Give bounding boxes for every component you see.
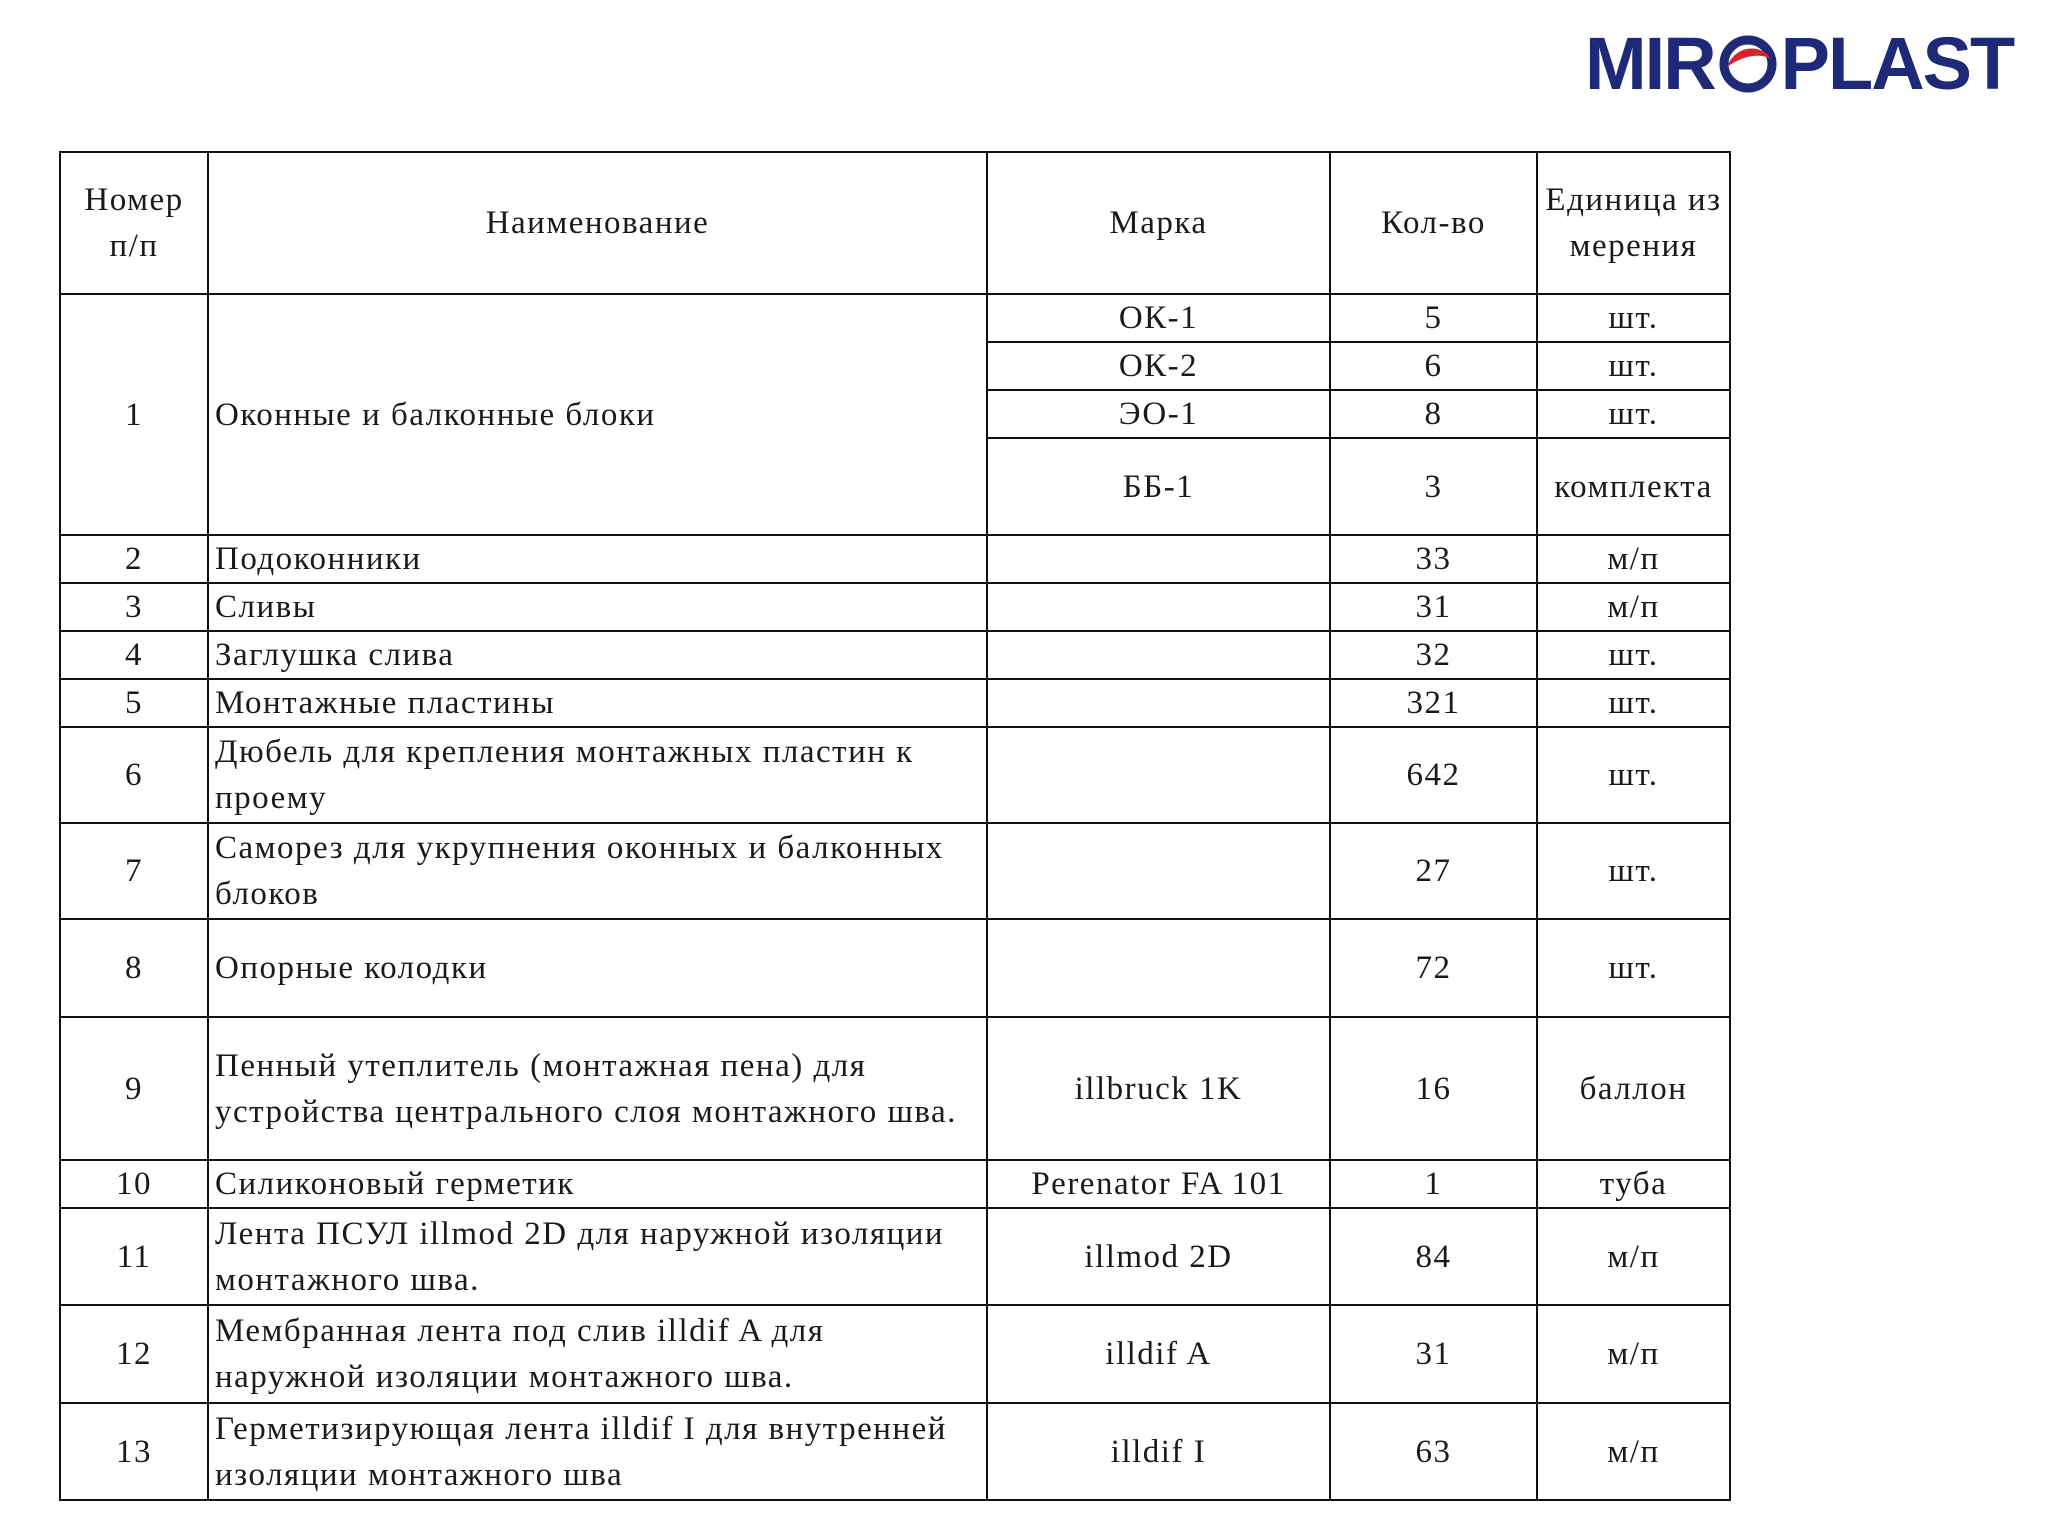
table-row — [60, 631, 1730, 679]
row-mark: ЭО-1 — [987, 390, 1330, 438]
row-name: Герметизирующая лента illdif I для внутренней изоляции монтажного шва — [208, 1403, 987, 1500]
miroplast-logo — [1585, 22, 2013, 106]
table-row — [60, 679, 1730, 727]
row-unit: шт. — [1537, 294, 1730, 342]
table-row — [60, 1305, 1730, 1403]
row-qty: 72 — [1330, 919, 1537, 1017]
row-qty: 31 — [1330, 1305, 1537, 1403]
logo-text-mir: MIR — [1585, 22, 1715, 105]
row-num: 5 — [60, 679, 208, 727]
row-qty: 31 — [1330, 583, 1537, 631]
row-qty: 32 — [1330, 631, 1537, 679]
row-unit: шт. — [1537, 342, 1730, 390]
row-mark: ОК-1 — [987, 294, 1330, 342]
row-unit: м/п — [1537, 583, 1730, 631]
row-name: Пенный утеплитель (монтажная пена) для устройства центрального слоя монтажного шва. — [208, 1017, 987, 1160]
row-num: 2 — [60, 535, 208, 583]
row-mark — [987, 583, 1330, 631]
table-row — [60, 535, 1730, 583]
row-qty: 5 — [1330, 294, 1537, 342]
table-row — [60, 1160, 1730, 1208]
row-mark — [987, 679, 1330, 727]
row-num: 8 — [60, 919, 208, 1017]
row-name: Заглушка слива — [208, 631, 987, 679]
row-name: Оконные и балконные блоки — [208, 294, 987, 535]
row-name: Опорные колодки — [208, 919, 987, 1017]
row-name: Мембранная лента под слив illdif A для наружной изоляции монтажного шва. — [208, 1305, 987, 1403]
row-unit: шт. — [1537, 679, 1730, 727]
table-row — [60, 294, 1730, 342]
row-num: 10 — [60, 1160, 208, 1208]
row-num: 3 — [60, 583, 208, 631]
row-mark — [987, 727, 1330, 823]
row-qty: 8 — [1330, 390, 1537, 438]
logo-o-swoosh-icon — [1717, 33, 1779, 95]
table-row — [60, 1403, 1730, 1500]
header-name: Наименование — [208, 152, 987, 294]
row-unit: м/п — [1537, 535, 1730, 583]
row-mark — [987, 823, 1330, 919]
materials-table — [59, 151, 1731, 1501]
table-row — [60, 583, 1730, 631]
row-unit: м/п — [1537, 1403, 1730, 1500]
row-mark: illbruck 1K — [987, 1017, 1330, 1160]
row-num: 7 — [60, 823, 208, 919]
row-name: Лента ПСУЛ illmod 2D для наружной изоляции монтажного шва. — [208, 1208, 987, 1305]
row-num: 4 — [60, 631, 208, 679]
row-num: 12 — [60, 1305, 208, 1403]
row-unit: туба — [1537, 1160, 1730, 1208]
row-name: Дюбель для крепления монтажных пластин к проему — [208, 727, 987, 823]
row-mark: illdif A — [987, 1305, 1330, 1403]
row-unit: шт. — [1537, 631, 1730, 679]
row-unit: шт. — [1537, 390, 1730, 438]
table-row — [60, 1208, 1730, 1305]
row-qty: 321 — [1330, 679, 1537, 727]
row-qty: 1 — [1330, 1160, 1537, 1208]
row-mark — [987, 631, 1330, 679]
row-num: 6 — [60, 727, 208, 823]
row-name: Монтажные пластины — [208, 679, 987, 727]
row-unit: шт. — [1537, 919, 1730, 1017]
row-qty: 84 — [1330, 1208, 1537, 1305]
table-row — [60, 727, 1730, 823]
row-mark: illmod 2D — [987, 1208, 1330, 1305]
header-qty: Кол-во — [1330, 152, 1537, 294]
header-unit: Единица измерения — [1537, 152, 1730, 294]
header-num: Номер п/п — [60, 152, 208, 294]
table-row — [60, 919, 1730, 1017]
row-mark: illdif I — [987, 1403, 1330, 1500]
row-unit: м/п — [1537, 1208, 1730, 1305]
row-name: Сливы — [208, 583, 987, 631]
row-num: 9 — [60, 1017, 208, 1160]
row-mark: ББ-1 — [987, 438, 1330, 535]
logo-text-plast: PLAST — [1780, 22, 2014, 105]
table-row — [60, 1017, 1730, 1160]
row-name: Саморез для укрупнения оконных и балконных блоков — [208, 823, 987, 919]
row-qty: 33 — [1330, 535, 1537, 583]
row-mark — [987, 535, 1330, 583]
row-unit: комплекта — [1537, 438, 1730, 535]
row-mark: Perenator FA 101 — [987, 1160, 1330, 1208]
row-mark — [987, 919, 1330, 1017]
table-header-row — [60, 152, 1730, 294]
row-num: 13 — [60, 1403, 208, 1500]
row-mark: ОК-2 — [987, 342, 1330, 390]
row-qty: 3 — [1330, 438, 1537, 535]
header-mark: Марка — [987, 152, 1330, 294]
row-qty: 27 — [1330, 823, 1537, 919]
row-unit: шт. — [1537, 823, 1730, 919]
row-name: Силиконовый герметик — [208, 1160, 987, 1208]
row-unit: баллон — [1537, 1017, 1730, 1160]
row-unit: шт. — [1537, 727, 1730, 823]
row-unit: м/п — [1537, 1305, 1730, 1403]
row-qty: 642 — [1330, 727, 1537, 823]
row-num: 1 — [60, 294, 208, 535]
row-num: 11 — [60, 1208, 208, 1305]
row-qty: 63 — [1330, 1403, 1537, 1500]
row-qty: 16 — [1330, 1017, 1537, 1160]
row-name: Подоконники — [208, 535, 987, 583]
table-row — [60, 823, 1730, 919]
row-qty: 6 — [1330, 342, 1537, 390]
